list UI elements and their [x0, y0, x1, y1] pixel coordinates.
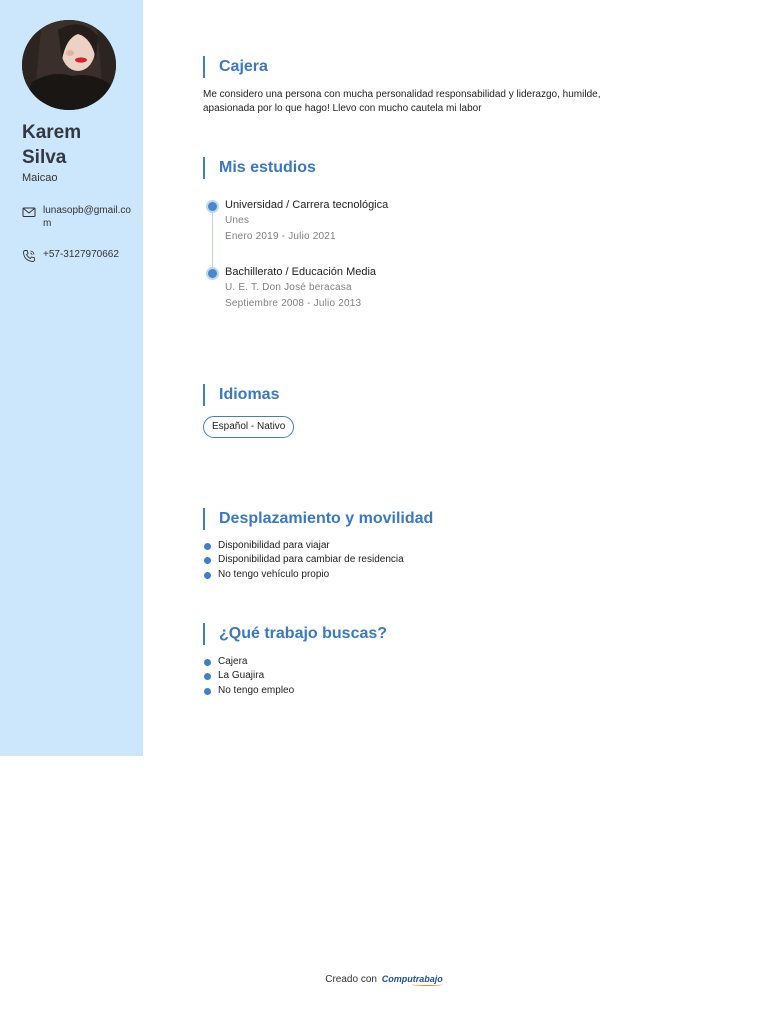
phone-icon: [22, 249, 36, 263]
education-dates: Septiembre 2008 - Julio 2013: [225, 298, 362, 309]
last-name: Silva: [22, 147, 67, 168]
education-institution: U. E. T. Don José beracasa: [225, 282, 352, 293]
contact-email: [22, 204, 133, 230]
list-item: No tengo empleo: [203, 684, 294, 698]
section-title-education: Mis estudios: [203, 157, 316, 179]
section-title-summary: Cajera: [203, 56, 268, 78]
job-search-list: [203, 655, 294, 698]
profile-photo: [22, 20, 116, 110]
list-item: Disponibilidad para viajar: [203, 539, 404, 553]
email-text[interactable]: lunasopb@gmail.com: [43, 205, 131, 229]
phone-text[interactable]: +57-3127970662: [43, 249, 119, 260]
timeline-dot: [206, 267, 219, 280]
first-name: Karem: [22, 122, 82, 143]
mobility-list: [203, 539, 404, 582]
education-title: Universidad / Carrera tecnológica: [225, 199, 389, 211]
footer: [0, 974, 768, 985]
language-pill: Español - Nativo: [203, 416, 294, 438]
footer-created-with: Creado con: [325, 974, 377, 985]
list-item: No tengo vehículo propio: [203, 568, 404, 582]
avatar: [22, 20, 116, 110]
timeline-dot: [206, 200, 219, 213]
section-title-languages: Idiomas: [203, 384, 279, 406]
education-dates: Enero 2019 - Julio 2021: [225, 231, 336, 242]
contact-phone: [22, 248, 133, 263]
sidebar: [0, 0, 143, 756]
city: Maicao: [22, 172, 58, 184]
list-item: La Guajira: [203, 669, 294, 683]
summary-text: Me considero una persona con mucha personalidad responsabilidad y liderazgo, humilde, apasionada por lo que hago! Llevo con mucho cautela mi labor: [203, 89, 601, 114]
list-item: Disponibilidad para cambiar de residencia: [203, 553, 404, 567]
section-title-mobility: Desplazamiento y movilidad: [203, 508, 433, 530]
education-title: Bachillerato / Educación Media: [225, 266, 377, 278]
education-institution: Unes: [225, 215, 250, 226]
candidate-name: [22, 120, 132, 170]
timeline-line: [212, 206, 213, 272]
brand-logo[interactable]: Computrabajo: [381, 974, 443, 984]
mail-icon: [22, 205, 36, 219]
list-item: Cajera: [203, 655, 294, 669]
section-title-job-search: ¿Qué trabajo buscas?: [203, 623, 387, 645]
